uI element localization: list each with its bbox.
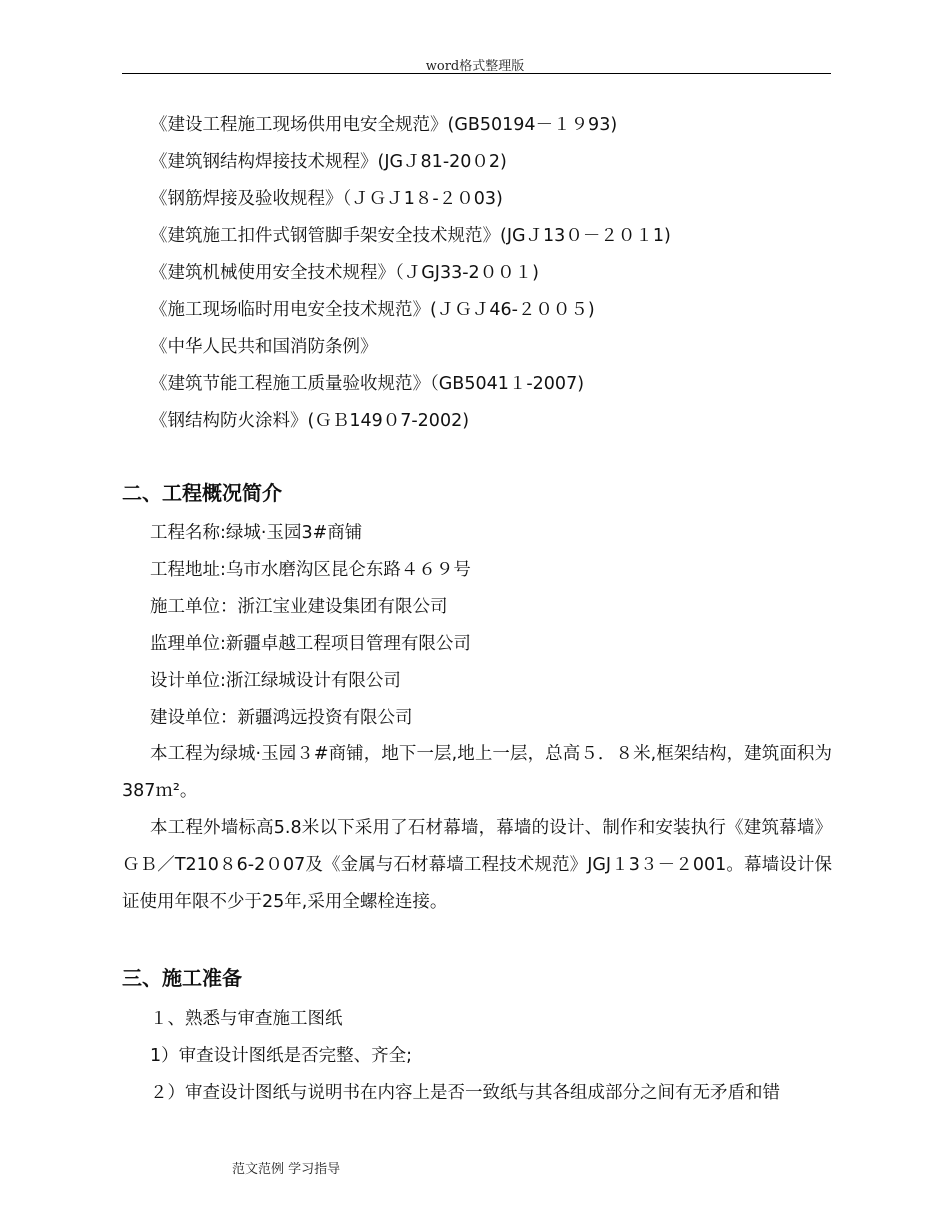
curtain-wall-paragraph: 本工程外墙标高5.8米以下采用了石材幕墙，幕墙的设计、制作和安装执行《建筑幕墙》ＧＢ／T210８6-2０07及《金属与石材幕墙工程技术规范》JGJ１3３－２001。幕墙设计保证使用年限不少于25年,采用全螺栓连接。	[122, 818, 832, 912]
preparation-item: 1）审查设计图纸是否完整、齐全;	[150, 1046, 413, 1066]
page-footer: 范文范例 学习指导	[232, 1162, 341, 1177]
project-info-item: 建设单位：新疆鸿远投资有限公司	[150, 708, 413, 728]
section-heading: 二、工程概况简介	[122, 481, 282, 505]
header-divider	[122, 73, 831, 74]
reference-item: 《建设工程施工现场供用电安全规范》(GB50194－１９93)	[150, 115, 618, 135]
preparation-item: ２）审查设计图纸与说明书在内容上是否一致纸与其各组成部分之间有无矛盾和错	[150, 1083, 780, 1103]
project-info-item: 设计单位:浙江绿城设计有限公司	[150, 671, 401, 691]
reference-item: 《建筑钢结构焊接技术规程》(JGＪ81-20０2)	[150, 152, 507, 172]
project-info-item: 施工单位：浙江宝业建设集团有限公司	[150, 597, 448, 617]
reference-item: 《施工现场临时用电安全技术规范》(ＪＧＪ46-２００５)	[150, 300, 595, 320]
section-heading: 三、施工准备	[122, 966, 242, 990]
header-text: word格式整理版	[425, 59, 525, 74]
overview-paragraph: 本工程为绿城·玉园３#商铺，地下一层,地上一层，总高５．８米,框架结构，建筑面积为387ｍ²。	[122, 744, 832, 801]
reference-item: 《建筑节能工程施工质量验收规范》（GB5041１-2007)	[150, 374, 585, 394]
reference-item: 《钢筋焊接及验收规程》（ＪＧＪ1８-２０03)	[150, 189, 503, 209]
reference-item: 《中华人民共和国消防条例》	[150, 337, 378, 357]
reference-item: 《建筑施工扣件式钢管脚手架安全技术规范》(JGＪ13０－２０１1)	[150, 226, 671, 246]
project-info-item: 工程地址:乌市水磨沟区昆仑东路４６９号	[150, 560, 471, 580]
project-info-item: 工程名称:绿城·玉园3#商铺	[150, 523, 363, 543]
reference-item: 《建筑机械使用安全技术规程》（ＪGJ33-2００１)	[150, 263, 540, 283]
preparation-item: １、熟悉与审查施工图纸	[150, 1009, 343, 1029]
reference-item: 《钢结构防火涂料》(ＧＢ149０7-2002)	[150, 411, 470, 431]
project-info-item: 监理单位:新疆卓越工程项目管理有限公司	[150, 634, 471, 654]
